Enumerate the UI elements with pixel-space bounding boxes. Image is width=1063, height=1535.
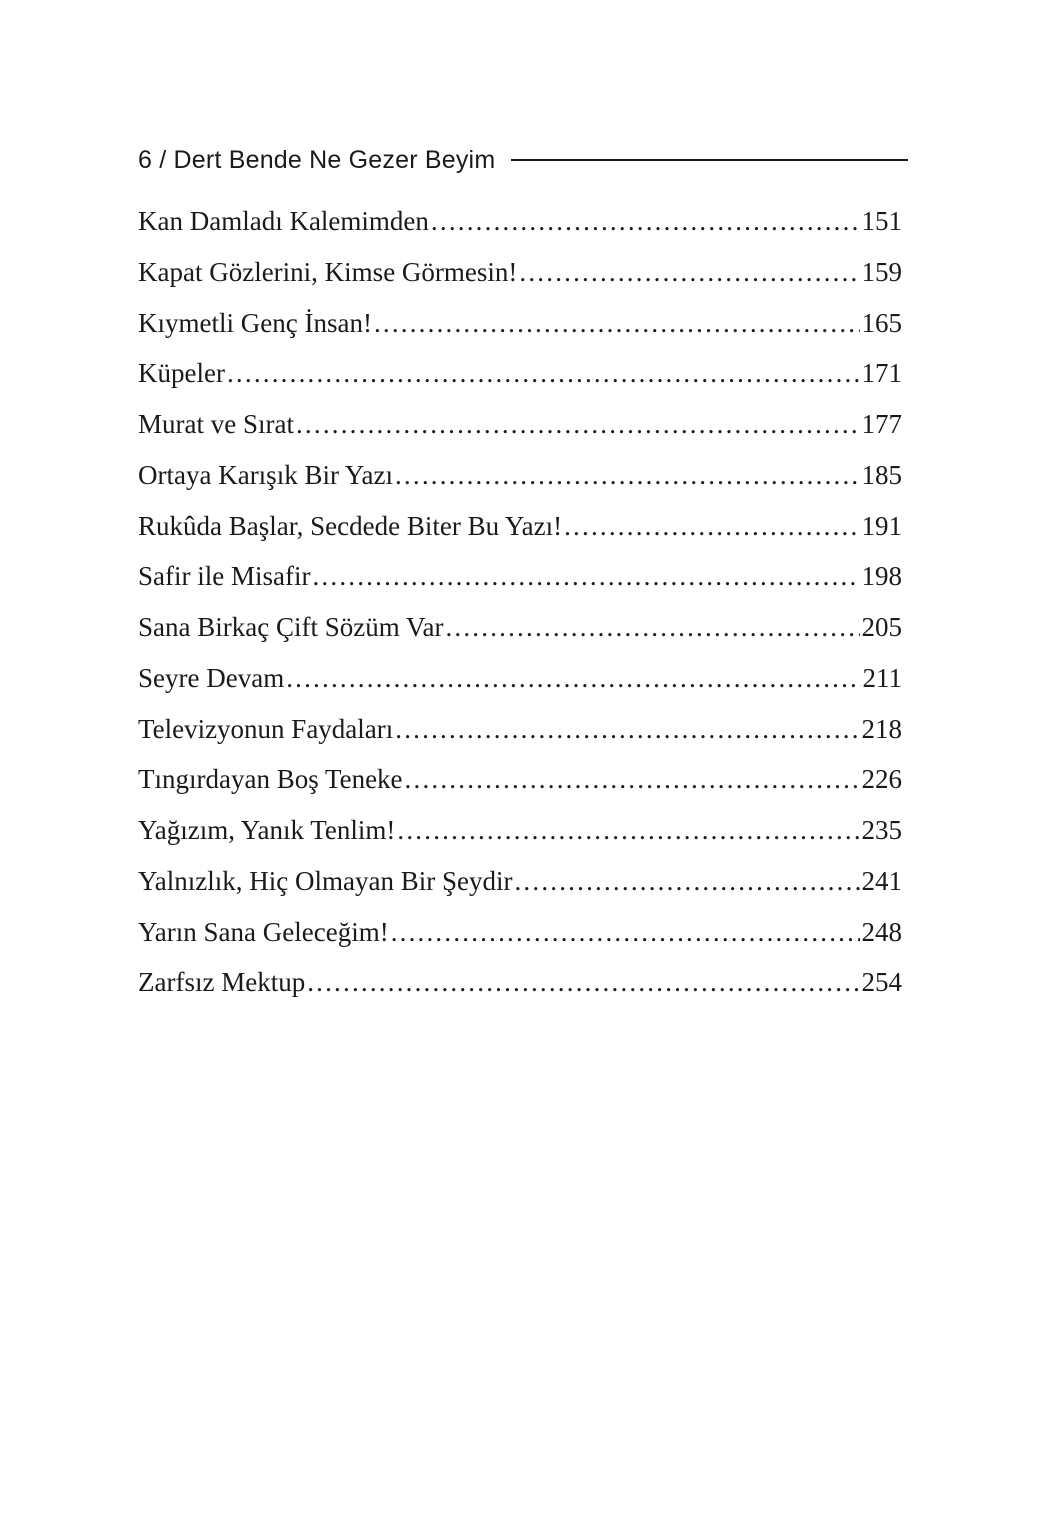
dot-leader — [391, 917, 860, 948]
toc-entry[interactable] — [138, 257, 902, 308]
toc-entry-page: 185 — [861, 459, 902, 490]
toc-entry[interactable] — [138, 815, 902, 866]
toc-entry-page: 211 — [862, 662, 902, 693]
dot-leader — [296, 409, 860, 440]
toc-entry[interactable] — [138, 663, 902, 714]
dot-leader — [307, 967, 859, 998]
dot-leader — [519, 257, 859, 288]
dot-leader — [564, 511, 859, 542]
toc-entry-title: Yarın Sana Geleceğim! — [138, 916, 389, 947]
toc-entry-title: Zarfsız Mektup — [138, 967, 306, 998]
toc-entry[interactable] — [138, 561, 902, 612]
toc-entry-title: Rukûda Başlar, Secdede Biter Bu Yazı! — [138, 510, 563, 541]
toc-entry-title: Kan Damladı Kalemimden — [138, 206, 429, 236]
dot-leader — [227, 358, 860, 389]
toc-entry-title: Seyre Devam — [138, 662, 285, 693]
toc-entry-page: 235 — [861, 815, 902, 845]
dot-leader — [374, 308, 860, 339]
toc-entry[interactable] — [138, 206, 902, 257]
toc-entry[interactable] — [138, 917, 902, 968]
page-header — [138, 140, 908, 180]
toc-entry-page: 191 — [861, 510, 902, 541]
dot-leader — [286, 663, 860, 694]
toc-entry-page: 226 — [861, 764, 902, 795]
toc-entry-title: Yalnızlık, Hiç Olmayan Bir Şeydir — [138, 865, 513, 896]
toc-entry-title: Yağızım, Yanık Tenlim! — [138, 815, 396, 845]
toc-entry-page: 151 — [861, 206, 902, 236]
toc-entry[interactable] — [138, 409, 902, 460]
toc-entry[interactable] — [138, 866, 902, 917]
toc-entry-title: Kıymetli Genç İnsan! — [138, 307, 372, 338]
toc-entry[interactable] — [138, 967, 902, 1018]
dot-leader — [395, 714, 859, 745]
header-rule — [511, 159, 908, 161]
dot-leader — [395, 460, 860, 491]
toc-entry-title: Ortaya Karışık Bir Yazı — [138, 459, 393, 490]
running-head: 6 / Dert Bende Ne Gezer Beyim — [138, 145, 496, 174]
toc-entry[interactable] — [138, 460, 902, 511]
dot-leader — [514, 866, 859, 897]
toc-entry[interactable] — [138, 308, 902, 359]
toc-entry-page: 177 — [861, 409, 902, 439]
toc-entry-title: Sana Birkaç Çift Sözüm Var — [138, 612, 444, 642]
toc-entry-title: Safir ile Misafir — [138, 561, 311, 592]
dot-leader — [397, 815, 859, 846]
toc-entry-page: 218 — [861, 713, 902, 744]
toc-entry-title: Küpeler — [138, 358, 225, 389]
toc-entry-title: Tıngırdayan Boş Teneke — [138, 764, 403, 795]
toc-entry[interactable] — [138, 612, 902, 663]
table-of-contents — [138, 206, 902, 1018]
toc-entry[interactable] — [138, 511, 902, 562]
toc-entry[interactable] — [138, 714, 902, 765]
dot-leader — [445, 612, 859, 643]
toc-entry[interactable] — [138, 358, 902, 409]
toc-entry-title: Murat ve Sırat — [138, 409, 294, 439]
dot-leader — [312, 561, 859, 592]
toc-entry[interactable] — [138, 764, 902, 815]
dot-leader — [431, 206, 860, 237]
toc-entry-page: 241 — [861, 865, 902, 896]
toc-entry-title: Kapat Gözlerini, Kimse Görmesin! — [138, 256, 518, 287]
toc-entry-title: Televizyonun Faydaları — [138, 713, 394, 744]
toc-entry-page: 198 — [861, 561, 902, 592]
toc-entry-page: 248 — [861, 916, 902, 947]
toc-entry-page: 165 — [861, 307, 902, 338]
toc-entry-page: 159 — [861, 256, 902, 287]
dot-leader — [405, 764, 860, 795]
toc-entry-page: 254 — [861, 967, 902, 998]
toc-entry-page: 171 — [861, 358, 902, 389]
toc-entry-page: 205 — [861, 612, 902, 642]
